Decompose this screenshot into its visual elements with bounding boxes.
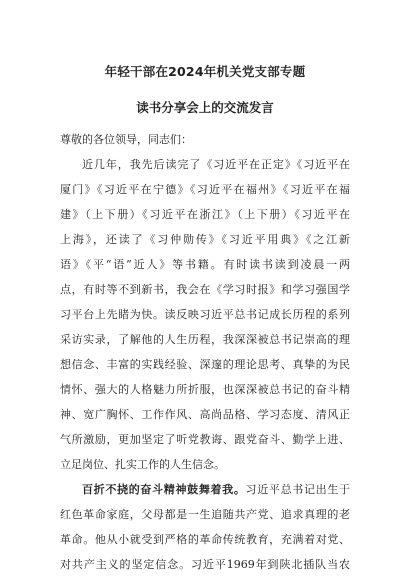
paragraph-2-first-line-rest: 习近平总书记出生于	[245, 483, 351, 496]
paragraph-line: 对共产主义的坚定信念。习近平1969年到陕北插队当农	[60, 558, 350, 571]
document-subtitle: 读书分享会上的交流发言	[136, 100, 274, 115]
paragraph-line: 近几年，我先后读完了《习近平在正定》《习近平在	[82, 158, 350, 171]
paragraph-line: 红色革命家庭，父母都是一生追随共产党、追求真理的老	[60, 508, 350, 521]
paragraph-1	[60, 152, 350, 477]
paragraph-2	[60, 477, 350, 577]
paragraph-line: 情怀、强大的人格魅力所折服，也深深被总书记的奋斗精	[60, 383, 350, 396]
greeting: 尊敬的各位领导，同志们：	[60, 133, 192, 146]
paragraph-line: 上海》，还读了《习仲勋传》《习近平用典》《之江新	[60, 233, 350, 246]
paragraph-line: 习平台上先睹为快。读反映习近平总书记成长历程的系列	[60, 308, 350, 321]
paragraph-line: 想信念、丰富的实践经验、深邃的理论思考、真挚的为民	[60, 358, 350, 371]
paragraph-line: 气所激励，更加坚定了听党教诲、跟党奋斗、勤学上进、	[60, 433, 350, 446]
paragraph-line: 立足岗位、扎实工作的人生信念。	[60, 458, 225, 471]
paragraph-line: 点，有时等不到新书，我会在《学习时报》和学习强国学	[60, 283, 350, 296]
document-title: 年轻干部在2024年机关党支部专题	[104, 64, 306, 79]
paragraph-line: 厦门》《习近平在宁德》《习近平在福州》《习近平在福	[60, 183, 350, 196]
paragraph-line: 建》（上下册）《习近平在浙江》（上下册）《习近平在	[60, 208, 350, 221]
paragraph-line: 采访实录，了解他的人生历程，我深深被总书记崇高的理	[60, 333, 350, 346]
paragraph-line: 神、宽广胸怀、工作作风、高尚品格、学习态度、清风正	[60, 408, 350, 421]
paragraph-line	[60, 477, 350, 502]
paragraph-line: 革命。他从小就受到严格的革命传统教育，充满着对党、	[60, 533, 350, 546]
paragraph-line: 语》《平“语”近人》等书籍。有时读书读到凌晨一两	[60, 258, 350, 271]
paragraph-2-lead: 百折不挠的奋斗精神鼓舞着我。	[82, 483, 246, 496]
